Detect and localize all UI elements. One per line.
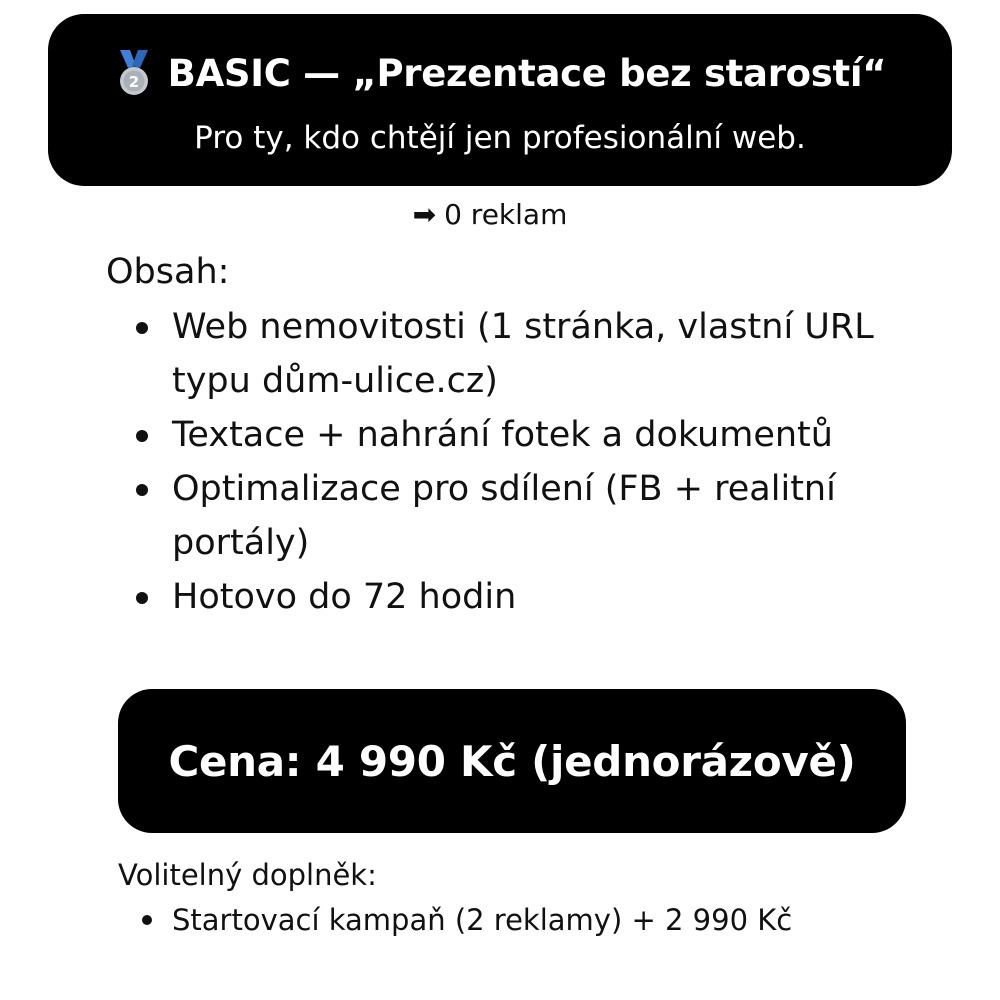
addon-heading: Volitelný doplněk: — [118, 858, 377, 892]
ads-count-text: 0 reklam — [444, 198, 568, 231]
content-heading: Obsah: — [106, 252, 230, 292]
plan-title: BASIC — „Prezentace bez starostí“ — [167, 51, 887, 95]
list-item: Web nemovitosti (1 stránka, vlastní URL typu dům-ulice.cz) — [136, 300, 926, 408]
list-item: Startovací kampaň (2 reklamy) + 2 990 Kč — [142, 898, 792, 942]
plan-header-box — [48, 14, 952, 186]
plan-title-row — [48, 50, 952, 96]
list-item: Hotovo do 72 hodin — [136, 570, 926, 624]
addon-list — [142, 898, 792, 942]
price-text: Cena: 4 990 Kč (jednorázově) — [168, 736, 856, 786]
list-item: Textace + nahrání fotek a dokumentů — [136, 408, 926, 462]
list-item: Optimalizace pro sdílení (FB + realitní portály) — [136, 462, 926, 570]
svg-text:2: 2 — [128, 73, 139, 91]
plan-subtitle: Pro ty, kdo chtějí jen profesionální web. — [194, 120, 806, 156]
content-list — [136, 300, 926, 624]
silver-medal-2-icon — [114, 50, 154, 96]
ads-count-line — [0, 198, 980, 231]
right-arrow-icon: ➡ — [412, 197, 437, 231]
price-box — [118, 689, 906, 833]
